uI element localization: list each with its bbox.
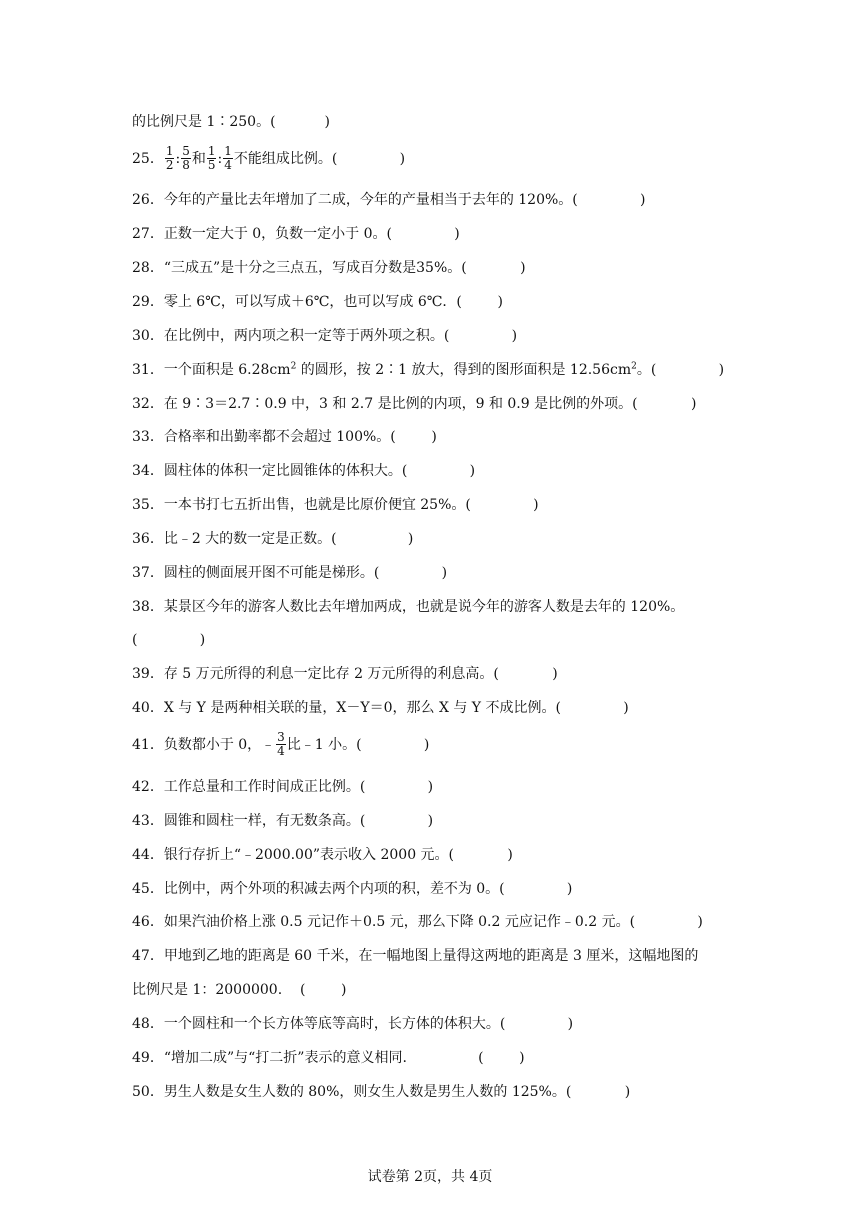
question-32: 32．在 9∶3＝2.7∶0.9 中，3 和 2.7 是比例的内项，9 和 0.9 是比例的外项。( ) (132, 396, 697, 412)
question-47-cont: 比例尺是 1：2000000. ( ) (132, 982, 347, 998)
question-46: 46．如果汽油价格上涨 0.5 元记作＋0.5 元，那么下降 0.2 元应记作﹣0.2 元。( ) (132, 914, 703, 930)
question-34: 34．圆柱体的体积一定比圆锥体的体积大。( ) (132, 463, 476, 479)
question-38: 38．某景区今年的游客人数比去年增加两成，也就是说今年的游客人数是去年的 120%。 (132, 599, 685, 615)
question-48: 48．一个圆柱和一个长方体等底等高时，长方体的体积大。( ) (132, 1016, 574, 1032)
question-47: 47．甲地到乙地的距离是 60 千米，在一幅地图上量得这两地的距离是 3 厘米，这幅地图的 (132, 948, 699, 964)
question-49: 49．“增加二成”与“打二折”表示的意义相同. ( ) (132, 1050, 525, 1066)
question-27: 27．正数一定大于 0，负数一定小于 0。( ) (132, 226, 460, 242)
question-40: 40．X 与 Y 是两种相关联的量，X－Y＝0，那么 X 与 Y 不成比例。( ) (132, 700, 629, 716)
question-29: 29．零上 6℃，可以写成＋6℃，也可以写成 6℃．( ) (132, 294, 503, 310)
question-26: 26．今年的产量比去年增加了二成，今年的产量相当于去年的 120%。( ) (132, 192, 646, 208)
page-footer: 试卷第 2页，共 4页 (367, 1169, 493, 1185)
question-30: 30．在比例中，两内项之积一定等于两外项之积。( ) (132, 328, 518, 344)
fraction: $\frac{1}{2}$ (165, 143, 174, 172)
question-44: 44．银行存折上“﹣2000.00”表示收入 2000 元。( ) (132, 847, 513, 863)
question-45: 45．比例中，两个外项的积减去两个内项的积，差不为 0。( ) (132, 881, 573, 897)
question-33: 33．合格率和出勤率都不会超过 100%。( ) (132, 429, 437, 445)
question-28: 28．“三成五”是十分之三点五，写成百分数是35%。( ) (132, 260, 526, 276)
question-36: 36．比﹣2 大的数一定是正数。( ) (132, 531, 414, 547)
question-24-cont: 的比例尺是 1∶250。( ) (132, 114, 330, 130)
question-41: 41．负数都小于 0，﹣ $\frac{3}{4}$ 比﹣1 小。( ) (132, 729, 430, 758)
fraction: $\frac{3}{4}$ (277, 729, 285, 758)
question-42: 42．工作总量和工作时间成正比例。( ) (132, 779, 434, 795)
question-38-answer: ( ) (132, 632, 206, 648)
question-37: 37．圆柱的侧面展开图不可能是梯形。( ) (132, 565, 448, 581)
question-50: 50．男生人数是女生人数的 80%，则女生人数是男生人数的 125%。( ) (132, 1084, 631, 1100)
fraction: $\frac{1}{4}$ (224, 143, 232, 172)
question-39: 39．存 5 万元所得的利息一定比存 2 万元所得的利息高。( ) (132, 666, 558, 682)
fraction: $\frac{1}{5}$ (207, 143, 216, 172)
fraction: $\frac{5}{8}$ (182, 143, 190, 172)
question-25: 25． $\frac{1}{2}$ : $\frac{5}{8}$ 和 $\frac{1}{5}$ : $\frac{1}{4}$ 不能组成比例。( ) (132, 143, 406, 172)
question-35: 35．一本书打七五折出售，也就是比原价便宜 25%。( ) (132, 497, 539, 513)
question-43: 43．圆锥和圆柱一样，有无数条高。( ) (132, 813, 434, 829)
question-31: 31．一个面积是 $6.28cm^2$ 的圆形，按 2∶1 放大，得到的图形面积是 $12.56cm^2$。( ) (132, 361, 725, 378)
